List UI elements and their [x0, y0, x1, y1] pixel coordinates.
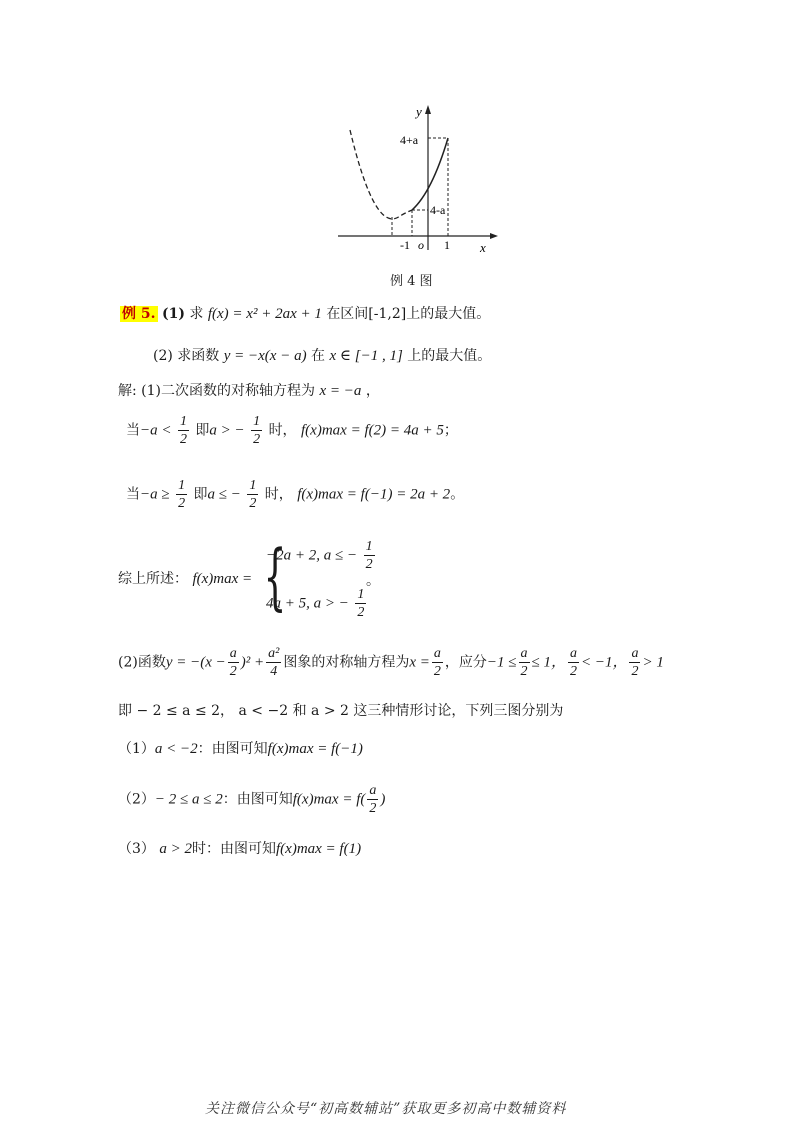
- case1-mid: 即: [195, 422, 210, 439]
- frac-num: 1: [365, 539, 373, 554]
- case2-time: 时，: [264, 486, 293, 503]
- frac-den: 2: [369, 801, 377, 816]
- frac-den: 2: [253, 432, 261, 447]
- frac-den: 2: [178, 496, 186, 511]
- parabola-graph: [330, 100, 510, 260]
- frac-den: 4: [270, 664, 278, 679]
- frac-den: 2: [229, 664, 237, 679]
- item3-number: （3）: [118, 841, 155, 857]
- part2-cond2: < −1，: [580, 654, 628, 671]
- part2-line1-text: 图象的对称轴方程为: [283, 654, 410, 671]
- tick-label-1: 1: [444, 238, 450, 252]
- item1-result: f(x)max = f(−1): [267, 741, 363, 757]
- frac-num: 1: [357, 587, 365, 602]
- part1-text1: 求: [189, 306, 204, 322]
- part2-cond3: > 1: [642, 654, 664, 671]
- frac-num: a: [229, 646, 237, 661]
- part1-text2: 在区间[-1,2]上的最大值。: [326, 306, 491, 322]
- summary-brace: {: [263, 534, 287, 618]
- case2-prefix: 当: [126, 486, 140, 503]
- case2-cond2: a ≤ −: [207, 486, 241, 503]
- case1-cond: −a <: [140, 422, 172, 439]
- part2-line2: 即 − 2 ≤ a ≤ 2， a < −2 和 a > 2 这三种情形讨论，下列三图分别为: [118, 703, 564, 719]
- frac-num: 1: [249, 478, 257, 493]
- item3-cond: a > 2: [159, 841, 192, 857]
- part2-item3: [118, 838, 361, 858]
- case2-end: 。: [450, 486, 465, 503]
- frac-den: 2: [249, 496, 257, 511]
- fraction-a-over-2: [519, 645, 530, 680]
- solution-intro: [118, 380, 380, 400]
- part2-line1-func: y = −(x −: [165, 654, 226, 671]
- axis-label-x: x: [480, 240, 486, 255]
- frac-num: a: [569, 646, 577, 661]
- fraction-a-over-2: [432, 645, 443, 680]
- solution-case2: [126, 477, 464, 512]
- solution-intro-text: 解: (1)二次函数的对称轴方程为: [118, 383, 315, 399]
- part2-function: y = −x(x − a): [223, 348, 307, 364]
- label-4-plus-a: 4+a: [400, 133, 419, 147]
- example-5-part2: [153, 345, 491, 365]
- frac-num: a: [520, 646, 528, 661]
- frac-num: a: [433, 646, 441, 661]
- summary-row2-text: 4a + 5, a > −: [266, 595, 349, 612]
- frac-num: 1: [253, 414, 261, 429]
- item1-number: （1）: [118, 741, 155, 757]
- fraction-half: [247, 477, 258, 512]
- part2-item2: [118, 782, 385, 817]
- item3-text: 时：由图可知: [192, 841, 276, 857]
- summary-lhs: f(x)max =: [192, 571, 253, 587]
- case2-cond: −a ≥: [140, 486, 170, 503]
- fraction-a-over-2: [228, 645, 239, 680]
- part2-line1-x: x =: [409, 654, 430, 671]
- part2-cond1b: ≤ 1，: [531, 654, 566, 671]
- origin-label: o: [418, 238, 424, 252]
- case2-mid: 即: [193, 486, 208, 503]
- part2-line1-text2: ，应分: [444, 654, 487, 671]
- part2-item1: [118, 738, 363, 758]
- case1-time: 时，: [268, 422, 297, 439]
- item1-text: ：由图可知: [197, 741, 268, 757]
- fraction-half: [364, 538, 375, 573]
- part2-line1-func2: )² +: [240, 654, 265, 671]
- frac-den: 2: [631, 664, 639, 679]
- figure-caption: 例 4 图: [390, 274, 433, 289]
- tick-label-neg1: -1: [400, 238, 410, 252]
- item2-cond: − 2 ≤ a ≤ 2: [154, 791, 223, 808]
- part1-number: (1): [161, 306, 185, 322]
- case1-end: ；: [443, 422, 458, 439]
- case2-result: f(x)max = f(−1) = 2a + 2: [297, 486, 451, 503]
- summary-line: [118, 568, 252, 588]
- summary-row2: [266, 586, 368, 621]
- case1-result: f(x)max = f(2) = 4a + 5: [301, 422, 444, 439]
- axis-end: ，: [365, 383, 380, 399]
- fraction-half: [178, 413, 189, 448]
- frac-num: a: [631, 646, 639, 661]
- fraction-half: [251, 413, 262, 448]
- frac-den: 2: [365, 557, 373, 572]
- example-tag: 例 5.: [122, 306, 156, 322]
- item2-result: f(x)max = f(: [292, 791, 366, 808]
- part2-domain: x ∈ [−1 , 1]: [329, 348, 403, 364]
- item1-cond: a < −2: [154, 741, 198, 757]
- item2-text: ：由图可知: [222, 791, 293, 808]
- part1-function: f(x) = x² + 2ax + 1: [207, 306, 322, 322]
- fraction-a-over-2: [367, 782, 378, 817]
- frac-num: 1: [178, 478, 186, 493]
- item3-result: f(x)max = f(1): [276, 841, 362, 857]
- fraction-half: [355, 586, 366, 621]
- part2-line1: [118, 645, 664, 680]
- frac-num: a²: [268, 646, 280, 661]
- axis-label-y: y: [416, 104, 422, 119]
- part2-number: (2): [153, 348, 173, 364]
- frac-den: 2: [569, 664, 577, 679]
- summary-end: 。: [366, 573, 380, 589]
- part2-text3: 上的最大值。: [407, 348, 492, 364]
- case1-cond2: a > −: [209, 422, 245, 439]
- frac-num: a: [369, 783, 377, 798]
- example-5-part1: [120, 303, 490, 323]
- axis-equation: x = −a: [319, 383, 362, 399]
- fraction-a2-over-4: [266, 645, 281, 680]
- item2-number: （2）: [118, 791, 155, 808]
- solution-case1: [126, 413, 458, 448]
- part2-text2: 在: [311, 348, 326, 364]
- fraction-a-over-2: [629, 645, 640, 680]
- label-4-minus-a: 4-a: [430, 203, 446, 217]
- frac-num: 1: [179, 414, 187, 429]
- frac-den: 2: [520, 664, 528, 679]
- summary-row1-text: −2a + 2, a ≤ −: [266, 547, 358, 564]
- frac-den: 2: [433, 664, 441, 679]
- example-4-figure: [330, 100, 510, 260]
- fraction-a-over-2: [568, 645, 579, 680]
- part2-cond1: −1 ≤: [486, 654, 517, 671]
- item2-end: ): [380, 791, 386, 808]
- summary-text: 综上所述：: [118, 571, 188, 587]
- part2-text1: 求函数: [177, 348, 220, 364]
- case1-prefix: 当: [126, 422, 140, 439]
- frac-den: 2: [179, 432, 187, 447]
- part2-line1-prefix: (2)函数: [118, 654, 166, 671]
- frac-den: 2: [357, 605, 365, 620]
- page-footer: 关注微信公众号“初高数辅站”获取更多初高中数辅资料: [205, 1101, 567, 1117]
- summary-row1: [266, 538, 377, 573]
- fraction-half: [176, 477, 187, 512]
